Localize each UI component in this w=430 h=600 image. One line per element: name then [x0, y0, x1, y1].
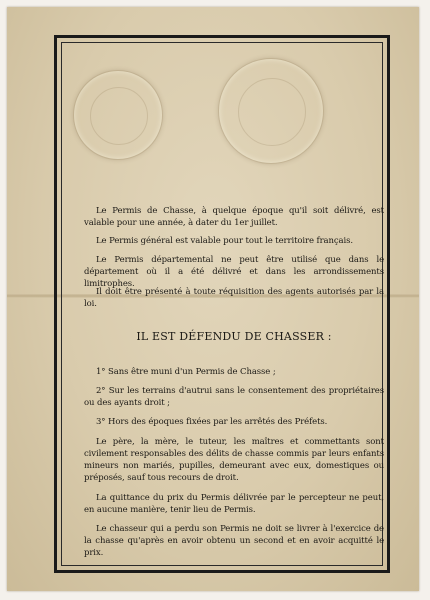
paragraph-general-permit: Le Permis général est valable pour tout le territoire français. — [96, 236, 354, 246]
embossed-seal-left-inner — [90, 87, 148, 145]
rule-2: 2° Sur les terrains d'autrui sans le consentement des propriétaires ou des ayants droit ; — [84, 386, 384, 408]
rule-1: 1° Sans être muni d'un Permis de Chasse ; — [96, 367, 276, 377]
embossed-seal-right-inner — [238, 78, 307, 147]
embossed-seal-left — [73, 70, 163, 160]
paragraph-lost-permit: Le chasseur qui a perdu son Permis ne doit se livrer à l'exercice de la chasse qu'après en avoir obtenu un second et en avoir acquitté le prix. — [84, 524, 384, 558]
paragraph-civil-liability: Le père, la mère, le tuteur, les maîtres et commettants sont civilement responsables des délits de chasse commis par leurs enfants mineurs non mariés, pupilles, demeurant avec eux, domestiques ou préposés, sauf tous recours de droit. — [84, 437, 384, 483]
embossed-seal-right — [218, 58, 324, 164]
section-heading: IL EST DÉFENDU DE CHASSER : — [136, 330, 332, 343]
paragraph-receipt: La quittance du prix du Permis délivrée par le percepteur ne peut, en aucune manière, tenir lieu de Permis. — [84, 493, 384, 515]
paragraph-presentation: Il doit être présenté à toute réquisition des agents autorisés par la loi. — [84, 287, 384, 309]
paragraph-validity: Le Permis de Chasse, à quelque époque qu'il soit délivré, est valable pour une année, à dater du 1er juillet. — [84, 206, 384, 228]
rule-3: 3° Hors des époques fixées par les arrêtés des Préfets. — [96, 417, 328, 427]
paragraph-departmental-permit: Le Permis départemental ne peut être utilisé que dans le département où il a été délivré et dans les arrondissements limitrophes. — [84, 255, 384, 289]
